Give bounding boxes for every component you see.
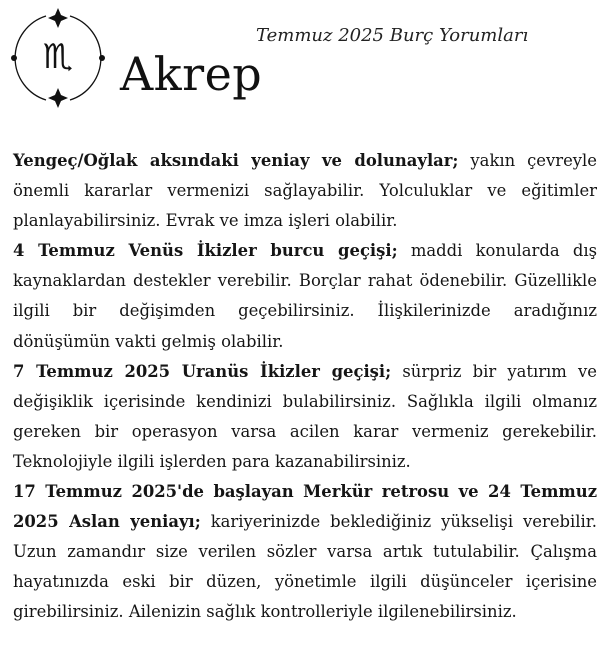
paragraph-uranus [13,357,597,477]
page-subtitle: Temmuz 2025 Burç Yorumları [256,25,529,46]
paragraph-text: kariyerinizde beklediğiniz yükselişi verebilir. Uzun zamandır size verilen sözler varsa artık tutulabilir. Çalışma hayatınızda eski bir düzen, yönetimle ilgili düşünceler içerisine girebilirsiniz. Ailenizin sağlık kontrolleriyle ilgilenebilirsiniz. [13,512,597,622]
paragraph-text: maddi konularda dış kaynaklardan destekler verebilir. Borçlar rahat ödenebilir. Güzellikle ilgili bir değişimden geçebilirsiniz. İlişkilerinizde aradığınız dönüşümün vakti gelmiş olabilir. [13,241,597,351]
paragraph-lead: 4 Temmuz Venüs İkizler burcu geçişi; [13,241,398,261]
paragraph-text: yakın çevreyle önemli kararlar vermenizi sağlayabilir. Yolculuklar ve eğitimler planlayabilirsiniz. Evrak ve imza işleri olabilir. [13,151,597,231]
page-header [0,0,605,140]
scorpio-zodiac-icon [8,6,108,110]
scorpio-glyph: ♏ [42,37,74,77]
paragraph-lead: 17 Temmuz 2025'de başlayan Merkür retrosu ve 24 Temmuz 2025 Aslan yeniayı; [13,482,597,532]
paragraph-lead: 7 Temmuz 2025 Uranüs İkizler geçişi; [13,361,392,381]
horoscope-body [13,146,597,628]
paragraph-mercury [13,477,597,627]
paragraph-venus [13,236,597,356]
paragraph-lead: Yengeç/Oğlak aksındaki yeniay ve dolunaylar; [13,151,459,170]
paragraph-text: sürpriz bir yatırım ve değişiklik içerisinde kendinizi bulabilirsiniz. Sağlıkla ilgili olmanız gereken bir operasyon varsa acilen karar vermeniz gerekebilir. Teknolojiyle ilgili işlerden para kazanabilirsiniz. [13,361,597,471]
paragraph-moon-cycle [13,146,597,236]
page-title: Akrep [120,47,263,101]
